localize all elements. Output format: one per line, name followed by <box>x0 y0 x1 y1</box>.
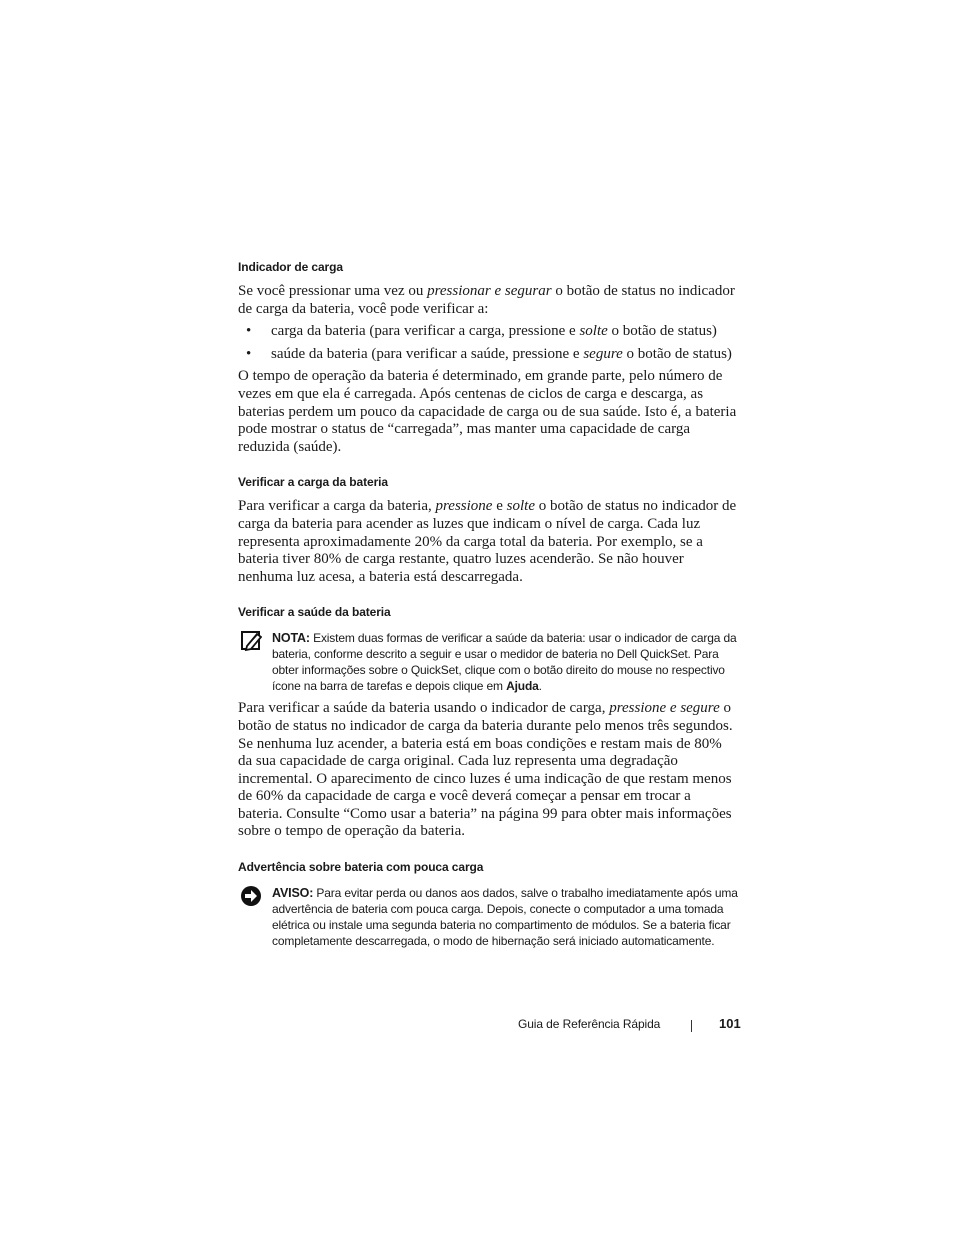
bullet-text-b: o botão de status) <box>622 345 732 362</box>
note-text: Existem duas formas de verificar a saúde da bateria: usar o indicador de carga da bateria, conforme descrito a seguir e usar o medidor de bateria no Dell QuickSet. Para obter informações sobre o QuickSet, clique com o botão direito do mouse no respectivo ícone na barra de tarefas e depois clique em <box>272 631 737 694</box>
footer-guide-title: Guia de Referência Rápida <box>518 1017 661 1031</box>
check-charge-text-mid: e <box>492 498 507 515</box>
heading-indicador-de-carga: Indicador de carga <box>238 260 343 274</box>
check-health-text-a: Para verificar a saúde da bateria usando o indicador de carga, <box>238 700 610 717</box>
notice-text: Para evitar perda ou danos aos dados, salve o trabalho imediatamente após uma advertência de bateria com pouca carga. Depois, conecte o computador a uma tomada elétrica ou instale uma segunda bateria no compartimento de módulos. Se a bateria ficar completamente descarregada, o modo de hibernação será iniciado automaticamente. <box>272 886 738 949</box>
note-strong: Ajuda <box>506 679 539 694</box>
check-charge-emphasis-1: pressione <box>435 498 493 515</box>
check-charge-text-b: o botão de status no indicador de carga da bateria para acender as luzes que indicam o nível de carga. Cada luz representa aproximadamente 20% da carga total da bateria. Por exemplo, se a bateria tiver 80% de carga restante, quatro luzes acenderão. Se não houver nenhuma luz acesa, a bateria está descarregada. <box>238 498 737 585</box>
bullet-text-b: o botão de status) <box>607 323 717 340</box>
heading-verificar-saude: Verificar a saúde da bateria <box>238 605 391 620</box>
check-charge-paragraph <box>238 498 738 586</box>
bullet-emphasis: segure <box>583 345 623 362</box>
check-health-text-b: o botão de status no indicador de carga da bateria durante pelo menos três segundos. Se nenhuma luz acender, a bateria está em boas condições e restam mais de 80% da sua capacidade de carga original. Cada luz representa uma degradação incremental. O aparecimento de cinco luzes é uma indicação de que restam menos de 60% da capacidade de carga e você deverá começar a pensar em trocar a bateria. Consulte “Como usar a bateria” na página 99 para obter mais informações sobre o tempo de operação da bateria. <box>238 700 733 840</box>
arrow-notice-icon-svg <box>240 885 262 907</box>
note-box <box>238 630 738 694</box>
check-charge-text-a: Para verificar a carga da bateria, <box>238 498 436 515</box>
page-content <box>238 258 738 949</box>
notice-label: AVISO: <box>272 886 314 901</box>
indicator-bullet-list <box>238 323 738 363</box>
bullet-text-a: carga da bateria (para verificar a carga, pressione e <box>271 323 580 340</box>
pencil-note-icon-svg <box>240 630 262 652</box>
bullet-glyph: • <box>246 323 252 340</box>
list-item <box>238 346 738 364</box>
note-end: . <box>538 679 542 694</box>
arrow-notice-icon <box>240 885 262 907</box>
bullet-glyph: • <box>246 345 252 362</box>
notice-box <box>238 885 738 949</box>
note-label: NOTA: <box>272 631 310 646</box>
check-health-paragraph <box>238 700 738 841</box>
indicator-intro-text-a: Se você pressionar uma vez ou <box>238 283 428 299</box>
footer-separator <box>691 1020 692 1032</box>
heading-verificar-carga: Verificar a carga da bateria <box>238 475 388 490</box>
indicator-intro-text-b: o botão de status no indicador de carga da bateria, você pode verificar a: <box>238 283 735 317</box>
list-item <box>238 323 738 341</box>
indicator-body: O tempo de operação da bateria é determinado, em grande parte, pelo número de vezes em que ela é carregada. Após centenas de ciclos de carga e descarga, as baterias perdem um pouco da capacidade de carga ou de sua saúde. Isto é, a bateria pode mostrar o status de “carregada”, mas manter uma capacidade de carga reduzida (saúde). <box>238 368 737 455</box>
bullet-text-a: saúde da bateria (para verificar a saúde, pressione e <box>271 345 584 362</box>
pencil-note-icon <box>240 630 262 652</box>
indicator-intro <box>238 283 738 318</box>
page-number: 101 <box>719 1016 741 1031</box>
bullet-emphasis: solte <box>579 323 608 340</box>
heading-advertencia: Advertência sobre bateria com pouca carga <box>238 860 484 875</box>
check-charge-emphasis-2: solte <box>506 498 535 515</box>
check-health-emphasis: pressione e segure <box>609 700 720 717</box>
indicator-intro-emphasis: pressionar e segurar <box>427 283 552 299</box>
